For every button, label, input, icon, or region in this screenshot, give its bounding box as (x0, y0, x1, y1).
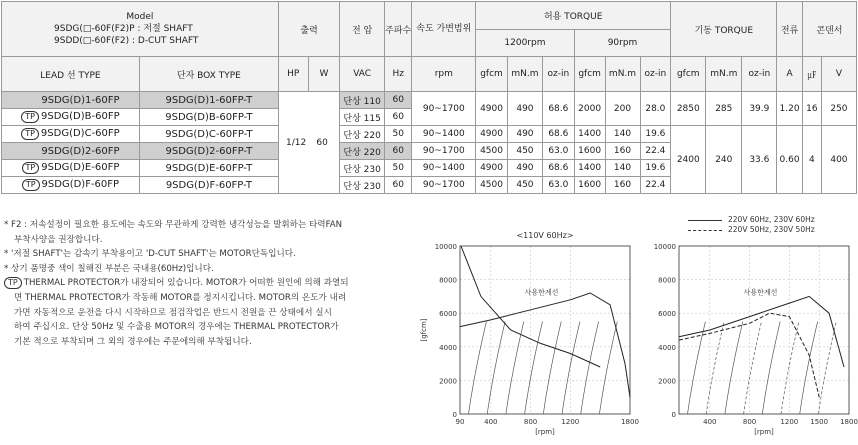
x-tick-label: 800 (523, 418, 538, 426)
freq-cell: 50 (384, 160, 412, 177)
x-tick-label: 1200 (561, 418, 580, 426)
start-torque-header: 기동 TORQUE (671, 2, 777, 57)
mnm-unit: mN.m (507, 57, 542, 92)
legend-dashed: 220V 50Hz, 230V 50Hz (688, 225, 815, 235)
voltage-cell: 단상 110 (340, 92, 385, 109)
current-cell: 1.20 (777, 92, 802, 126)
lead-type-header: LEAD 선 TYPE (2, 57, 140, 92)
lead-model-cell: TP 9SDG(D)F-60FP (2, 177, 140, 194)
table-row (2, 126, 857, 143)
annotation-label: 사용한계선 (743, 288, 778, 297)
tp-badge: TP (22, 179, 40, 191)
torque-cell: 160 (605, 177, 640, 194)
y-tick-label: 8000 (439, 276, 457, 285)
notes-block (4, 218, 419, 349)
speed-curve (543, 322, 561, 414)
box-model-cell: 9SDG(D)2-60FP-T (139, 143, 278, 160)
y-tick-label: 6000 (439, 310, 457, 319)
torque-cell: 1400 (574, 160, 605, 177)
y-axis-label: [gfcm] (420, 318, 428, 342)
speed-cell: 90~1700 (412, 143, 476, 160)
x-tick-label: 90 (455, 418, 465, 426)
y-tick-label: 10000 (653, 243, 676, 251)
freq-cell: 60 (384, 92, 412, 109)
start-torque-cell: 285 (706, 92, 742, 126)
tp-badge: TP (4, 277, 22, 289)
torque-cell: 450 (507, 177, 542, 194)
chart-title: <110V 60Hz> (516, 231, 574, 240)
condenser-v-cell: 250 (821, 92, 856, 126)
torque-cell: 2000 (574, 92, 605, 126)
torque-cell: 68.6 (542, 126, 574, 143)
note-line: 기본 적으로 부착되며 그 외의 경우에는 주문에의해 부착됩니다. (14, 336, 252, 347)
x-tick-label: 1500 (810, 418, 829, 426)
start-torque-cell: 33.6 (742, 126, 777, 194)
torque-cell: 4500 (476, 177, 508, 194)
hp-unit: HP (278, 57, 308, 92)
torque-cell: 1600 (574, 177, 605, 194)
freq-cell: 60 (384, 143, 412, 160)
condenser-uf-cell: 16 (802, 92, 821, 126)
voltage-cell: 단상 115 (340, 109, 385, 126)
mnm-unit: mN.m (706, 57, 742, 92)
torque-cell: 140 (605, 126, 640, 143)
lead-model-cell: TP 9SDG(D)E-60FP (2, 160, 140, 177)
voltage-cell: 단상 220 (340, 126, 385, 143)
plot-frame (460, 246, 630, 414)
voltage-cell: 단상 230 (340, 177, 385, 194)
torque-cell: 450 (507, 143, 542, 160)
torque-cell: 4900 (476, 160, 508, 177)
torque-cell: 63.0 (542, 143, 574, 160)
speed-cell: 90~1700 (412, 92, 476, 126)
note-line: 부착사양을 권장합니다. (14, 234, 103, 245)
note-line: * 상기 품명중 색이 칠해진 부분은 국내용(60Hz)입니다. (4, 263, 214, 274)
x-axis-label: [rpm] (754, 428, 774, 436)
speed-curve (469, 322, 487, 414)
speed-curve (599, 322, 617, 414)
ozin-unit: oz-in (640, 57, 671, 92)
condenser-v-cell: 400 (821, 126, 856, 194)
y-tick-label: 4000 (439, 343, 457, 352)
lead-model-cell: 9SDG(D)1-60FP (2, 92, 140, 109)
freq-cell: 60 (384, 177, 412, 194)
note-line: 가면 자동적으로 운전을 다시 시작하므로 점검작업은 반드시 전원을 끈 상태에서 실시 (14, 307, 332, 318)
speed-curve (800, 322, 818, 414)
x-tick-label: 400 (703, 418, 717, 426)
note-line: * '저절 SHAFT'는 감속기 부착용이고 'D-CUT SHAFT'는 MOTOR단독입니다. (4, 249, 296, 260)
tp-badge: TP (21, 128, 39, 140)
series-line (679, 313, 819, 397)
speed-range-header: 속도 가변범위 (412, 2, 476, 57)
y-tick-label: 2000 (658, 377, 676, 386)
plot-frame (679, 246, 849, 414)
torque-cell: 140 (605, 160, 640, 177)
box-type-header: 단자 BOX TYPE (139, 57, 278, 92)
y-tick-label: 0 (671, 411, 676, 419)
speed-curve (781, 322, 799, 414)
y-tick-label: 2000 (439, 377, 457, 386)
vac-unit: VAC (340, 57, 385, 92)
x-axis-label: [rpm] (535, 428, 555, 436)
torque-cell: 68.6 (542, 92, 574, 126)
start-torque-cell: 2400 (671, 126, 706, 194)
speed-curve (762, 322, 780, 414)
gfcm-unit: gfcm (476, 57, 508, 92)
note-line: TP THERMAL PROTECTOR가 내장되어 있습니다. MOTOR가 어떠한 원인에 의해 과열되 (4, 276, 419, 291)
torque-cell: 200 (605, 92, 640, 126)
speed-curve (487, 322, 505, 414)
torque-cell: 490 (507, 126, 542, 143)
condenser-header: 콘덴서 (802, 2, 856, 57)
speed-cell: 90~1400 (412, 126, 476, 143)
freq-cell: 50 (384, 126, 412, 143)
note-line: 면 THERMAL PROTECTOR가 작동해 MOTOR를 정지시킵니다. MOTOR의 온도가 내려 (14, 292, 347, 303)
x-tick-label: 1200 (780, 418, 799, 426)
legend-solid: 220V 60Hz, 230V 60Hz (688, 215, 815, 225)
y-tick-label: 10000 (434, 243, 457, 251)
speed-curve (506, 322, 524, 414)
gfcm-unit: gfcm (671, 57, 706, 92)
voltage-cell: 단상 220 (340, 143, 385, 160)
torque-cell: 4500 (476, 143, 508, 160)
torque-cell: 63.0 (542, 177, 574, 194)
speed-curve (706, 322, 724, 414)
speed-curve (725, 322, 743, 414)
speed-curve (562, 322, 580, 414)
torque-chart-110v (420, 228, 639, 443)
ozin-unit: oz-in (542, 57, 574, 92)
uf-unit: ㎌ (802, 57, 821, 92)
w-unit: W (308, 57, 340, 92)
condenser-uf-cell: 4 (802, 126, 821, 194)
speed-cell: 90~1400 (412, 160, 476, 177)
x-tick-label: 400 (484, 418, 498, 426)
y-tick-label: 0 (452, 411, 457, 419)
x-tick-label: 1800 (840, 418, 858, 426)
speed-curve (744, 322, 762, 414)
torque-cell: 4900 (476, 92, 508, 126)
output-header: 출력 (278, 2, 340, 57)
torque-cell: 4900 (476, 126, 508, 143)
lead-model-cell: 9SDG(D)2-60FP (2, 143, 140, 160)
y-tick-label: 6000 (658, 310, 676, 319)
x-tick-label: 800 (742, 418, 757, 426)
torque-cell: 1400 (574, 126, 605, 143)
note-line: * F2 : 저속설정이 필요한 용도에는 속도와 무관하게 강력한 냉각성능을 발휘하는 타력FAN (4, 220, 343, 230)
torque-cell: 1600 (574, 143, 605, 160)
hz-unit: Hz (384, 57, 412, 92)
y-tick-label: 4000 (658, 343, 676, 352)
start-torque-cell: 2850 (671, 92, 706, 126)
table-row (2, 92, 857, 109)
tp-badge: TP (22, 162, 40, 174)
torque-cell: 22.4 (640, 177, 671, 194)
box-model-cell: 9SDG(D)1-60FP-T (139, 92, 278, 109)
torque-cell: 490 (507, 160, 542, 177)
mnm-unit: mN.m (605, 57, 640, 92)
speed-cell: 90~1700 (412, 177, 476, 194)
start-torque-cell: 240 (706, 126, 742, 194)
speed-curve (525, 322, 543, 414)
speed-curve (818, 322, 836, 414)
tp-badge: TP (21, 111, 39, 123)
y-tick-label: 8000 (658, 276, 676, 285)
output-cell: 1/12 60 (278, 92, 340, 194)
torque-cell: 490 (507, 92, 542, 126)
freq-cell: 60 (384, 109, 412, 126)
torque-cell: 68.6 (542, 160, 574, 177)
current-cell: 0.60 (777, 126, 802, 194)
box-model-cell: 9SDG(D)B-60FP-T (139, 109, 278, 126)
rpm1200-header: 1200rpm (476, 30, 575, 57)
a-unit: A (777, 57, 802, 92)
speed-curve (688, 322, 706, 414)
spec-table (1, 1, 857, 194)
torque-cell: 160 (605, 143, 640, 160)
rpm90-header: 90rpm (574, 30, 671, 57)
voltage-cell: 단상 230 (340, 160, 385, 177)
box-model-cell: 9SDG(D)C-60FP-T (139, 126, 278, 143)
torque-cell: 19.6 (640, 160, 671, 177)
box-model-cell: 9SDG(D)F-60FP-T (139, 177, 278, 194)
rpm-unit: rpm (412, 57, 476, 92)
note-line: 하여 주십시요. 단상 50Hz 및 수출용 MOTOR의 경우에는 THERMAL PROTECTOR가 (14, 322, 339, 333)
annotation-label: 사용한계선 (524, 288, 559, 297)
current-header: 전류 (777, 2, 802, 57)
lead-model-cell: TP 9SDG(D)C-60FP (2, 126, 140, 143)
speed-curve (581, 322, 599, 414)
lead-model-cell: TP 9SDG(D)B-60FP (2, 109, 140, 126)
torque-cell: 22.4 (640, 143, 671, 160)
torque-cell: 28.0 (640, 92, 671, 126)
torque-chart-220v (645, 228, 858, 443)
gfcm-unit: gfcm (574, 57, 605, 92)
box-model-cell: 9SDG(D)E-60FP-T (139, 160, 278, 177)
torque-cell: 19.6 (640, 126, 671, 143)
start-torque-cell: 39.9 (742, 92, 777, 126)
ozin-unit: oz-in (742, 57, 777, 92)
v-unit: V (821, 57, 856, 92)
voltage-header: 전 압 (340, 2, 385, 57)
model-header: Model 9SDG(□-60F(F2)P : 저절 SHAFT 9SDD(□-60F(F2) : D-CUT SHAFT (2, 2, 279, 57)
x-tick-label: 1800 (621, 418, 639, 426)
freq-header: 주파수 (384, 2, 412, 57)
allow-torque-header: 허용 TORQUE (476, 2, 671, 30)
